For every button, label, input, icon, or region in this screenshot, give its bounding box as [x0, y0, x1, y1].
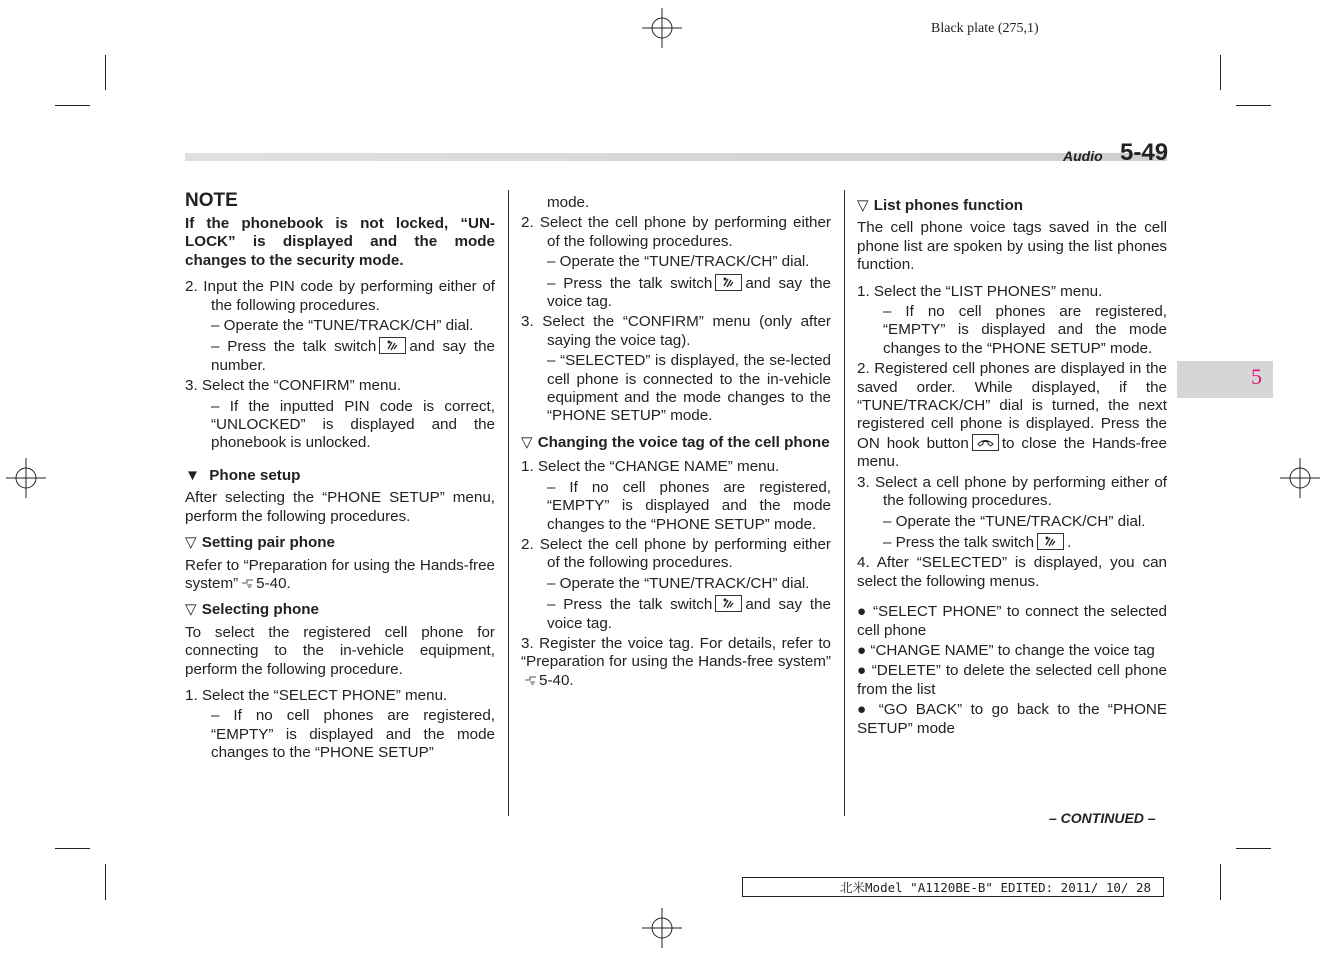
sub-step-text: and say the voice tag. — [547, 274, 831, 311]
on-hook-icon — [972, 434, 999, 451]
sub-step: – Operate the “TUNE/TRACK/CH” dial. — [211, 317, 474, 335]
paragraph: The cell phone voice tags saved in the cell phone list are spoken by using the list phones function. — [857, 219, 1167, 274]
plate-label: Black plate (275,1) — [931, 21, 1039, 36]
step-item — [521, 635, 831, 690]
heading-changing-voice-tag — [521, 434, 831, 452]
step-item: 3. Select a cell phone by performing either of the following procedures. — [857, 473, 1167, 510]
header-bar — [185, 153, 1167, 161]
crop-mark — [1220, 55, 1221, 90]
black-triangle-icon: ▼ — [185, 466, 201, 484]
sub-step: – If no cell phones are registered, “EMPTY” is displayed and the mode changes to the “PHONE SETUP” mode. — [883, 303, 1167, 357]
registration-mark-icon — [1280, 458, 1320, 498]
talk-switch-icon — [379, 337, 406, 354]
step-item: 1. Select the “SELECT PHONE” menu. — [185, 686, 448, 704]
reference-hand-icon — [524, 673, 538, 685]
step-item: 3. Select the “CONFIRM” menu. — [185, 377, 402, 395]
note-heading: NOTE — [185, 190, 238, 211]
continued-label: – CONTINUED – — [1049, 810, 1156, 826]
bullet-item: ● “DELETE” to delete the selected cell phone from the list — [857, 662, 1167, 698]
edited-footer — [742, 877, 1164, 897]
sub-step-text: – Press the talk switch — [883, 533, 1035, 551]
column-divider — [844, 190, 845, 816]
column-3 — [857, 197, 1167, 740]
sub-step-text: and say the number. — [211, 338, 495, 374]
edited-text: 北米Model "A1120BE-B" EDITED: 2011/ 10/ 28 — [840, 880, 1151, 895]
heading-list-phones — [857, 197, 1167, 215]
heading-phone-setup — [185, 467, 495, 485]
sub-step — [857, 533, 1167, 552]
sub-step: – If no cell phones are registered, “EMPTY” is displayed and the mode changes to the “PHONE SETUP” — [211, 707, 495, 762]
sub-step: – If no cell phones are registered, “EMPTY” is displayed and the mode changes to the “PHONE SETUP” mode. — [547, 478, 831, 533]
note-body: If the phonebook is not locked, “UN-LOCK” is displayed and the mode changes to the security mode. — [185, 215, 495, 269]
talk-switch-icon — [1037, 533, 1064, 550]
crop-mark — [1236, 848, 1271, 849]
step-item: 2. Input the PIN code by performing either of the following procedures. — [185, 278, 495, 314]
reference-page: 5-40. — [256, 574, 291, 592]
white-triangle-icon: ▽ — [185, 601, 197, 619]
sub-step: – Operate the “TUNE/TRACK/CH” dial. — [883, 512, 1146, 530]
column-1 — [185, 190, 495, 765]
crop-mark — [55, 848, 90, 849]
sub-step — [185, 337, 495, 375]
reference-page: 5-40. — [539, 671, 574, 689]
white-triangle-icon: ▽ — [857, 197, 869, 214]
step-item: 4. After “SELECTED” is displayed, you can select the following menus. — [857, 554, 1167, 590]
heading-selecting-phone — [185, 601, 495, 619]
column-2 — [521, 194, 831, 692]
heading-text: Selecting phone — [201, 601, 319, 619]
step-text: 3. Register the voice tag. For details, refer to “Preparation for using the Hands-free system” — [521, 634, 831, 671]
registration-mark-icon — [6, 458, 46, 498]
sub-step: – “SELECTED” is displayed, the se-lected cell phone is connected to the in-vehicle equipment and the mode changes to the “PHONE SETUP” mode. — [547, 352, 831, 425]
paragraph-text: Refer to “Preparation for using the Hands-free system” — [185, 556, 495, 592]
step-item: 2. Select the cell phone by performing either of the following procedures. — [521, 214, 831, 250]
heading-text: Changing the voice tag of the cell phone — [537, 433, 830, 451]
paragraph: To select the registered cell phone for connecting to the in-vehicle equipment, perform the following procedure. — [185, 623, 495, 678]
registration-mark-icon — [642, 908, 682, 948]
crop-mark — [1236, 105, 1271, 106]
step-item: 1. Select the “LIST PHONES” menu. — [857, 282, 1103, 300]
crop-mark — [1220, 864, 1221, 900]
page-number: 5-49 — [1120, 139, 1169, 166]
bullet-item: ● “CHANGE NAME” to change the voice tag — [857, 641, 1155, 659]
section-title: Audio — [1063, 148, 1103, 164]
crop-mark — [55, 105, 90, 106]
reference-hand-icon — [241, 576, 255, 588]
step-text: to close the Hands-free menu. — [857, 434, 1167, 471]
sub-step: – Operate the “TUNE/TRACK/CH” dial. — [547, 253, 810, 271]
heading-text: List phones function — [873, 197, 1024, 214]
white-triangle-icon: ▽ — [185, 534, 197, 552]
talk-switch-icon — [715, 595, 742, 612]
talk-switch-icon — [715, 274, 742, 291]
heading-setting-pair-phone — [185, 534, 495, 552]
paragraph: After selecting the “PHONE SETUP” menu, perform the following procedures. — [185, 489, 495, 525]
sub-step-text: – Press the talk switch — [547, 596, 713, 614]
sub-step — [521, 595, 831, 633]
bullet-item: ● “SELECT PHONE” to connect the selected cell phone — [857, 603, 1167, 639]
step-item: 2. Select the cell phone by performing either of the following procedures. — [521, 535, 831, 572]
crop-mark — [105, 55, 106, 90]
paragraph — [185, 557, 495, 594]
heading-text: Phone setup — [209, 466, 301, 484]
sub-step: mode. — [547, 194, 590, 211]
sub-step — [521, 274, 831, 312]
heading-text: Setting pair phone — [201, 534, 336, 552]
chapter-number: 5 — [1251, 364, 1262, 389]
sub-step-text: – Press the talk switch — [547, 274, 713, 292]
registration-mark-icon — [642, 8, 682, 48]
sub-step-text: – Press the talk switch — [211, 338, 377, 356]
column-divider — [508, 190, 509, 816]
sub-step-text: and say the voice tag. — [547, 596, 831, 632]
step-item: 3. Select the “CONFIRM” menu (only after saying the voice tag). — [521, 313, 831, 349]
white-triangle-icon: ▽ — [521, 433, 533, 451]
sub-step-text: . — [1067, 533, 1072, 551]
sub-step: – Operate the “TUNE/TRACK/CH” dial. — [547, 574, 810, 592]
step-item: 1. Select the “CHANGE NAME” menu. — [521, 458, 780, 476]
step-text: 2. Registered cell phones are displayed in the saved order. While displayed, if the “TUNE/TRACK/CH” dial is turned, the next registered cell phone is displayed. Press the ON hook button — [857, 360, 1167, 452]
step-item — [857, 360, 1167, 471]
bullet-item: ● “GO BACK” to go back to the “PHONE SETUP” mode — [857, 701, 1167, 737]
sub-step: – If the inputted PIN code is correct, “UNLOCKED” is displayed and the phonebook is unlocked. — [211, 397, 495, 452]
crop-mark — [105, 864, 106, 900]
